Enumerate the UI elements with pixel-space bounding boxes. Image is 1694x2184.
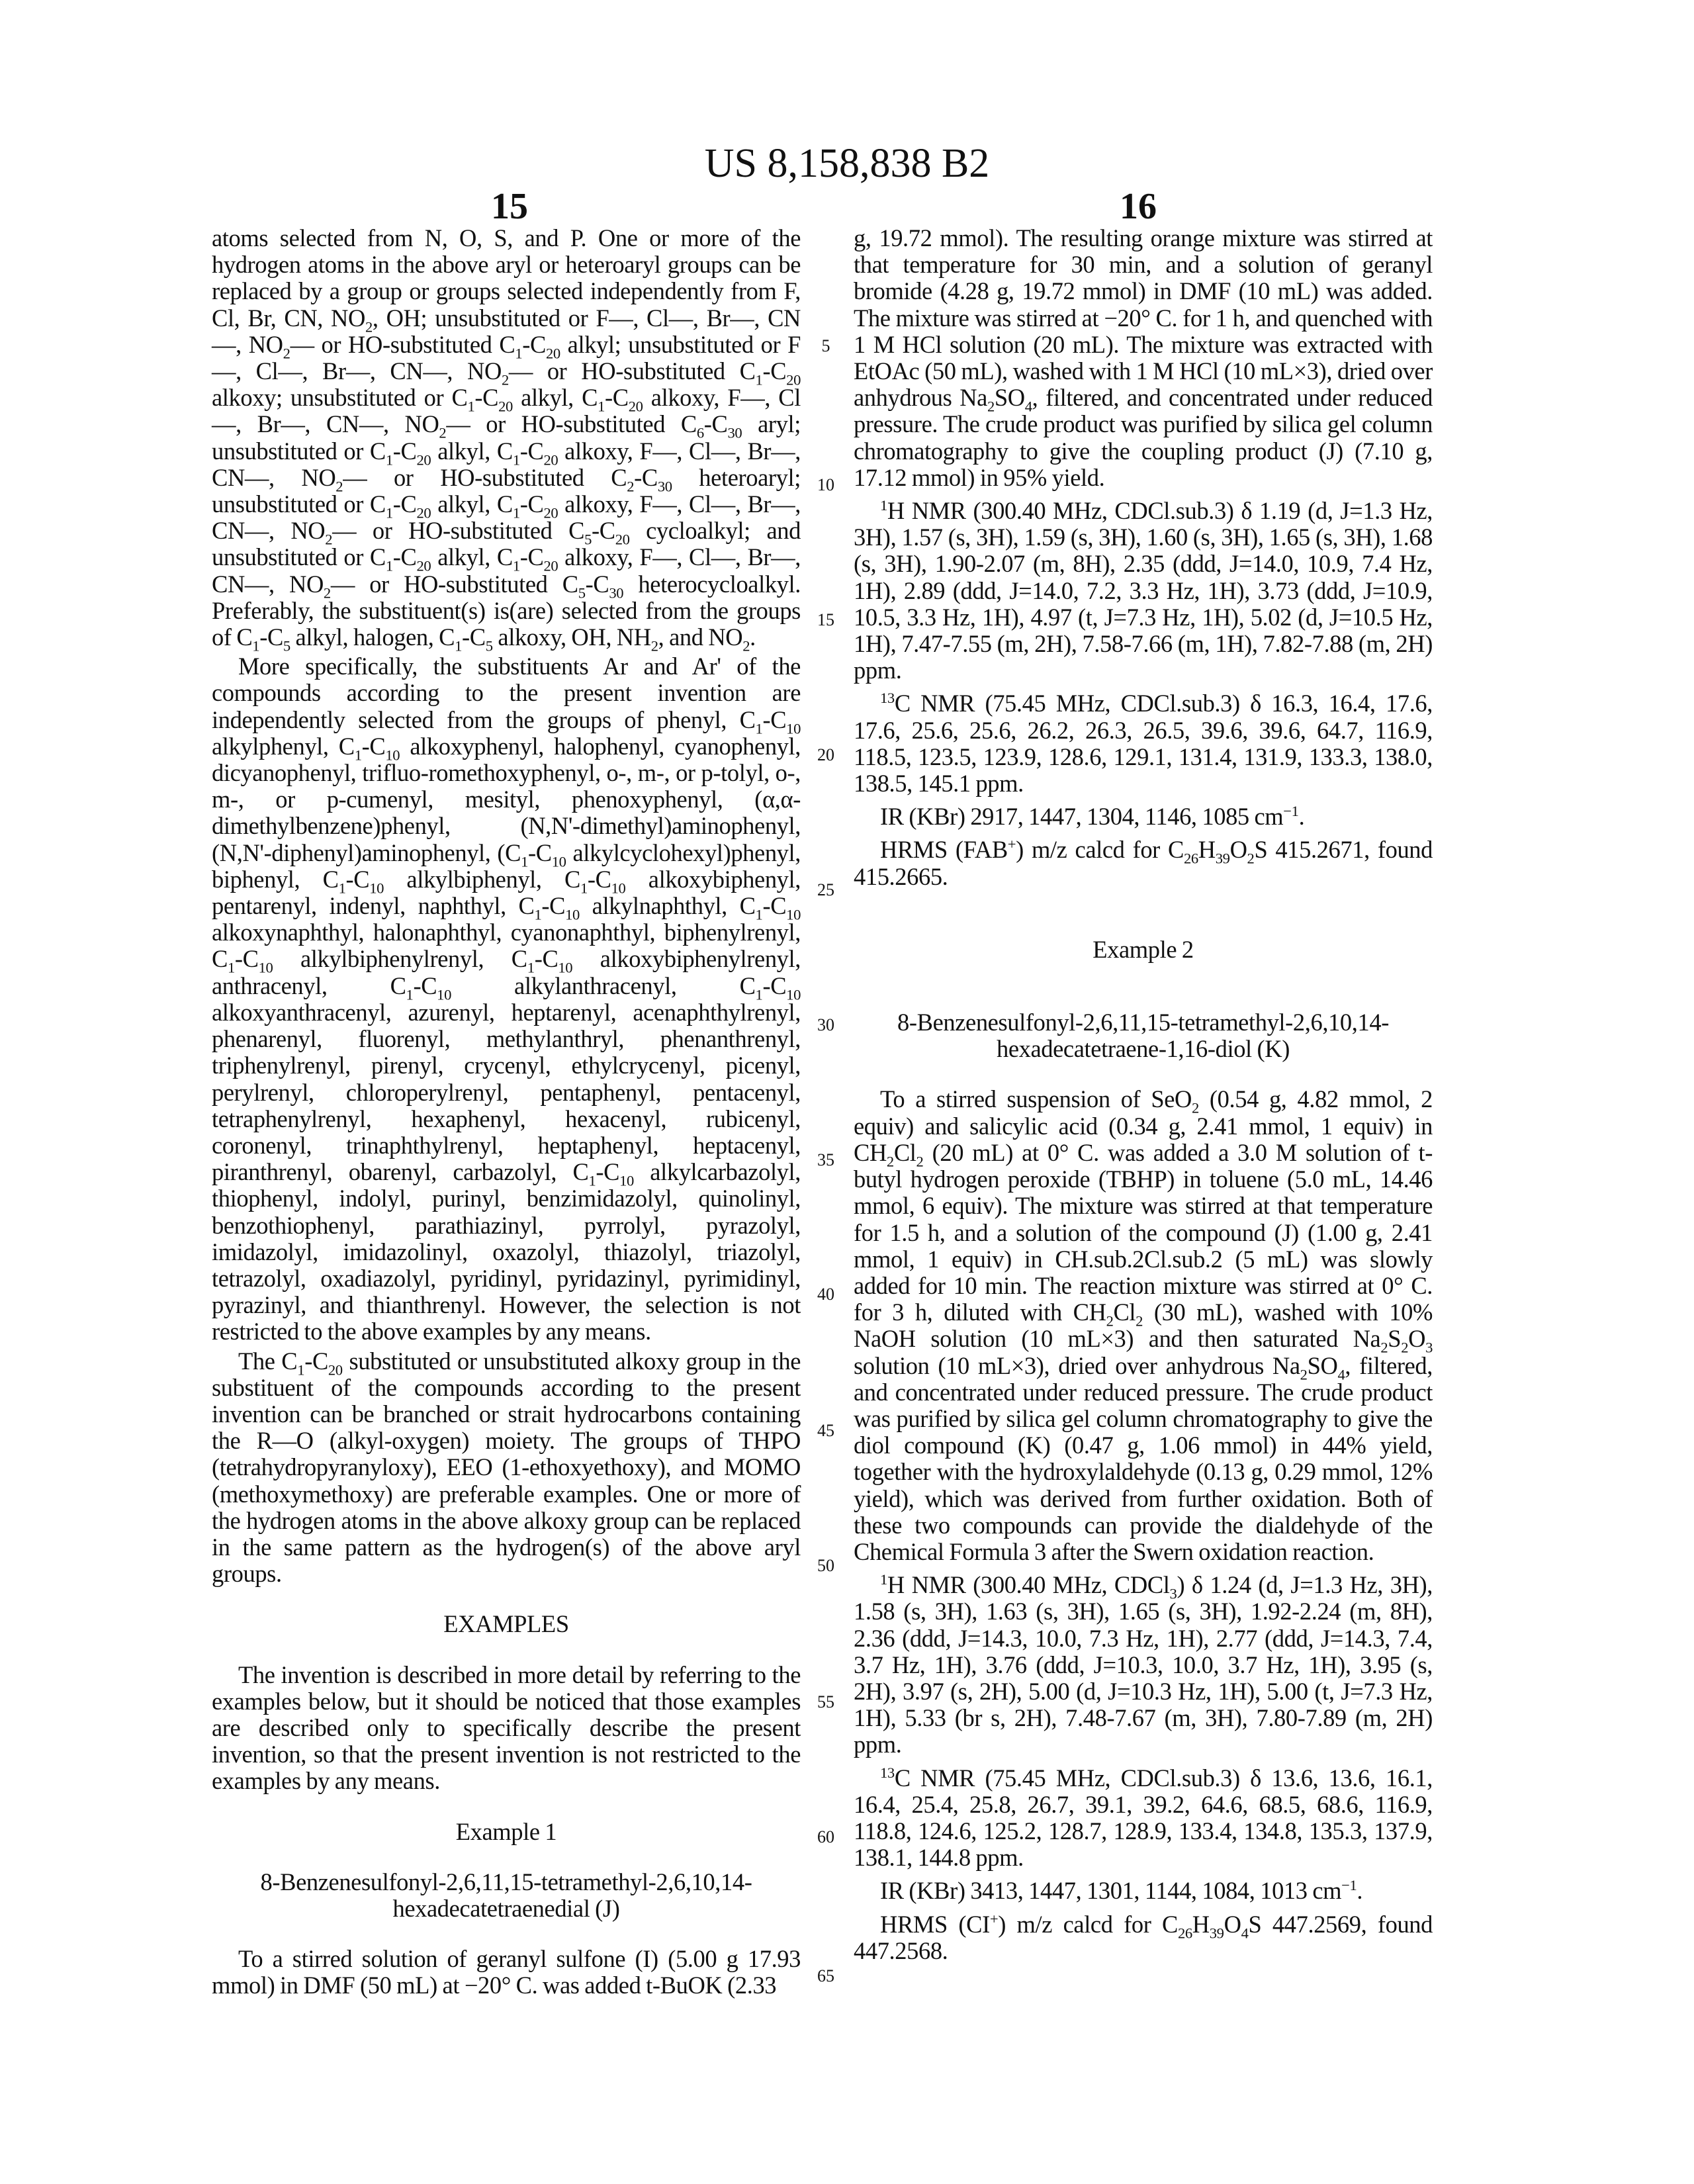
example-1-title: 8-Benzenesulfonyl-2,6,11,15-tetramethyl-2,6,10,14-hexadecatetraenedial (J) (251, 1869, 761, 1922)
patent-number: US 8,158,838 B2 (0, 140, 1694, 187)
paragraph: More specifically, the substituents Ar and Ar' of the compounds according to the present invention are independently selected from the groups of phenyl, C1-C10 alkylphenyl, C1-C10 alkoxyphenyl, halophenyl, cyanophenyl, dicyanophenyl, trifluo-romethoxyphenyl, o-, m-, or p-tolyl, o-, m-, or p-cumenyl, mesityl, phenoxyphenyl, (α,α-dimethylbenzene)phenyl, (N,N'-dimethyl)aminophenyl, (N,N'-diphenyl)aminophenyl, (C1-C10 alkylcyclohexyl)phenyl, biphenyl, C1-C10 alkylbiphenyl, C1-C10 alkoxybiphenyl, pentarenyl, indenyl, naphthyl, C1-C10 alkylnaphthyl, C1-C10 alkoxynaphthyl, halonaphthyl, cyanonaphthyl, biphenylrenyl, C1-C10 alkylbiphenylrenyl, C1-C10 alkoxybiphenylrenyl, anthracenyl, C1-C10 alkylanthracenyl, C1-C10 alkoxyanthracenyl, azurenyl, heptarenyl, acenaphthylrenyl, phenarenyl, fluorenyl, methylanthryl, phenanthrenyl, triphenylrenyl, pirenyl, crycenyl, ethylcrycenyl, picenyl, perylrenyl, chloroperylrenyl, pentaphenyl, pentacenyl, tetraphenylrenyl, hexaphenyl, hexacenyl, rubicenyl, coronenyl, trinaphthylrenyl, heptaphenyl, heptacenyl, piranthrenyl, obarenyl, carbazolyl, C1-C10 alkylcarbazolyl, thiophenyl, indolyl, purinyl, benzimidazolyl, quinolinyl, benzothiophenyl, parathiazinyl, pyrrolyl, pyrazolyl, imidazolyl, imidazolinyl, oxazolyl, thiazolyl, triazolyl, tetrazolyl, oxadiazolyl, pyridinyl, pyridazinyl, pyrimidinyl, pyrazinyl, and thianthrenyl. However, the selection is not restricted to the above examples by any means. (212, 653, 801, 1345)
hrms-data: HRMS (FAB+) m/z calcd for C26H39O2S 415.2671, found 415.2665. (854, 837, 1433, 889)
ir-data: IR (KBr) 2917, 1447, 1304, 1146, 1085 cm−1. (854, 803, 1433, 830)
line-number: 5 (815, 336, 836, 356)
column-number-right: 16 (1072, 185, 1204, 228)
h-nmr-data: 1H NMR (300.40 MHz, CDCl.sub.3) δ 1.19 (d, J=1.3 Hz, 3H), 1.57 (s, 3H), 1.59 (s, 3H), 1.60 (s, 3H), 1.65 (s, 3H), 1.68 (s, 3H), 1.90-2.07 (m, 8H), 2.35 (ddd, J=14.0, 10.9, 7.4 Hz, 1H), 2.89 (ddd, J=14.0, 7.2, 3.3 Hz, 1H), 3.73 (ddd, J=10.9, 10.5, 3.3 Hz, 1H), 4.97 (t, J=7.3 Hz, 1H), 5.02 (d, J=10.5 Hz, 1H), 7.47-7.55 (m, 2H), 7.58-7.66 (m, 1H), 7.82-7.88 (m, 2H) ppm. (854, 498, 1433, 684)
line-number: 50 (815, 1556, 836, 1576)
c-nmr-data: 13C NMR (75.45 MHz, CDCl.sub.3) δ 16.3, 16.4, 17.6, 17.6, 25.6, 25.6, 26.2, 26.3, 26.5, 39.6, 39.6, 64.7, 116.9, 118.5, 123.5, 123.9, 128.6, 129.1, 131.4, 131.9, 133.3, 138.0, 138.5, 145.1 ppm. (854, 690, 1433, 797)
line-number: 65 (815, 1966, 836, 1986)
line-number: 35 (815, 1150, 836, 1170)
paragraph: g, 19.72 mmol). The resulting orange mixture was stirred at that temperature for 30 min, and a solution of geranyl bromide (4.28 g, 19.72 mmol) in DMF (10 mL) was added. The mixture was stirred at −20° C. for 1 h, and quenched with 1 M HCl solution (20 mL). The mixture was extracted with EtOAc (50 mL), washed with 1 M HCl (10 mL×3), dried over anhydrous Na2SO4, filtered, and concentrated under reduced pressure. The crude product was purified by silica gel column chromatography to give the coupling product (J) (7.10 g, 17.12 mmol) in 95% yield. (854, 225, 1433, 491)
line-number: 55 (815, 1692, 836, 1712)
section-heading-examples: EXAMPLES (212, 1611, 801, 1637)
h-nmr-data: 1H NMR (300.40 MHz, CDCl3) δ 1.24 (d, J=1.3 Hz, 3H), 1.58 (s, 3H), 1.63 (s, 3H), 1.65 (s, 3H), 1.92-2.24 (m, 8H), 2.36 (ddd, J=14.3, 10.0, 7.3 Hz, 1H), 2.77 (ddd, J=14.3, 7.4, 3.7 Hz, 1H), 3.76 (ddd, J=10.3, 10.0, 3.7 Hz, 1H), 3.95 (s, 2H), 3.97 (s, 2H), 5.00 (d, J=10.3 Hz, 1H), 5.00 (t, J=7.3 Hz, 1H), 5.33 (br s, 2H), 7.48-7.67 (m, 3H), 7.80-7.89 (m, 2H) ppm. (854, 1572, 1433, 1758)
hrms-data: HRMS (CI+) m/z calcd for C26H39O4S 447.2569, found 447.2568. (854, 1911, 1433, 1964)
right-column (854, 225, 1433, 2007)
paragraph: atoms selected from N, O, S, and P. One or more of the hydrogen atoms in the above aryl or heteroaryl groups can be replaced by a group or groups selected independently from F, Cl, Br, CN, NO2, OH; unsubstituted or F—, Cl—, Br—, CN—, NO2— or HO-substituted C1-C20 alkyl; unsubstituted or F—, Cl—, Br—, CN—, NO2— or HO-substituted C1-C20 alkoxy; unsubstituted or C1-C20 alkyl, C1-C20 alkoxy, F—, Cl—, Br—, CN—, NO2— or HO-substituted C6-C30 aryl; unsubstituted or C1-C20 alkyl, C1-C20 alkoxy, F—, Cl—, Br—, CN—, NO2— or HO-substituted C2-C30 heteroaryl; unsubstituted or C1-C20 alkyl, C1-C20 alkoxy, F—, Cl—, Br—, CN—, NO2— or HO-substituted C5-C20 cycloalkyl; and unsubstituted or C1-C20 alkyl, C1-C20 alkoxy, F—, Cl—, Br—, CN—, NO2— or HO-substituted C5-C30 heterocycloalkyl. Preferably, the substituent(s) is(are) selected from the groups of C1-C5 alkyl, halogen, C1-C5 alkoxy, OH, NH2, and NO2. (212, 225, 801, 651)
paragraph: To a stirred solution of geranyl sulfone (I) (5.00 g 17.93 mmol) in DMF (50 mL) at −20° C. was added t-BuOK (2.33 (212, 1946, 801, 1999)
line-number: 25 (815, 880, 836, 900)
example-2-heading: Example 2 (854, 936, 1433, 963)
line-number: 45 (815, 1421, 836, 1441)
line-number: 40 (815, 1285, 836, 1304)
example-2-title: 8-Benzenesulfonyl-2,6,11,15-tetramethyl-2,6,10,14-hexadecatetraene-1,16-diol (K) (893, 1009, 1393, 1062)
column-number-left: 15 (443, 185, 576, 228)
paragraph: The invention is described in more detail by referring to the examples below, but it should be noticed that those examples are described only to specifically describe the present invention, so that the present invention is not restricted to the examples by any means. (212, 1662, 801, 1795)
left-column (212, 225, 801, 2042)
example-1-heading: Example 1 (212, 1819, 801, 1845)
ir-data: IR (KBr) 3413, 1447, 1301, 1144, 1084, 1013 cm−1. (854, 1878, 1433, 1904)
line-number: 30 (815, 1015, 836, 1035)
line-number: 15 (815, 610, 836, 630)
c-nmr-data: 13C NMR (75.45 MHz, CDCl.sub.3) δ 13.6, 13.6, 16.1, 16.4, 25.4, 25.8, 26.7, 39.1, 39.2, 64.6, 68.5, 68.6, 116.9, 118.8, 124.6, 125.2, 128.7, 128.9, 133.4, 134.8, 135.3, 137.9, 138.1, 144.8 ppm. (854, 1765, 1433, 1872)
line-number: 20 (815, 745, 836, 765)
line-number: 60 (815, 1827, 836, 1847)
line-number: 10 (815, 475, 836, 495)
paragraph: The C1-C20 substituted or unsubstituted alkoxy group in the substituent of the compounds according to the present invention can be branched or strait hydrocarbons containing the R—O (alkyl-oxygen) moiety. The groups of THPO (tetrahydropyranyloxy), EEO (1-ethoxyethoxy), and MOMO (methoxymethoxy) are preferable examples. One or more of the hydrogen atoms in the above alkoxy group can be replaced in the same pattern as the hydrogen(s) of the above aryl groups. (212, 1348, 801, 1588)
paragraph: To a stirred suspension of SeO2 (0.54 g, 4.82 mmol, 2 equiv) and salicylic acid (0.34 g, 2.41 mmol, 1 equiv) in CH2Cl2 (20 mL) at 0° C. was added a 3.0 M solution of t-butyl hydrogen peroxide (TBHP) in toluene (5.0 mL, 14.46 mmol, 6 equiv). The mixture was stirred at that temperature for 1.5 h, and a solution of the compound (J) (1.00 g, 2.41 mmol, 1 equiv) in CH.sub.2Cl.sub.2 (5 mL) was slowly added for 10 min. The reaction mixture was stirred at 0° C. for 3 h, diluted with CH2Cl2 (30 mL), washed with 10% NaOH solution (10 mL×3) and then saturated Na2S2O3 solution (10 mL×3), dried over anhydrous Na2SO4, filtered, and concentrated under reduced pressure. The crude product was purified by silica gel column chromatography to give the diol compound (K) (0.47 g, 1.06 mmol) in 44% yield, together with the hydroxylaldehyde (0.13 g, 0.29 mmol, 12% yield), which was derived from further oxidation. Both of these two compounds can provide the dialdehyde of the Chemical Formula 3 after the Swern oxidation reaction. (854, 1086, 1433, 1565)
